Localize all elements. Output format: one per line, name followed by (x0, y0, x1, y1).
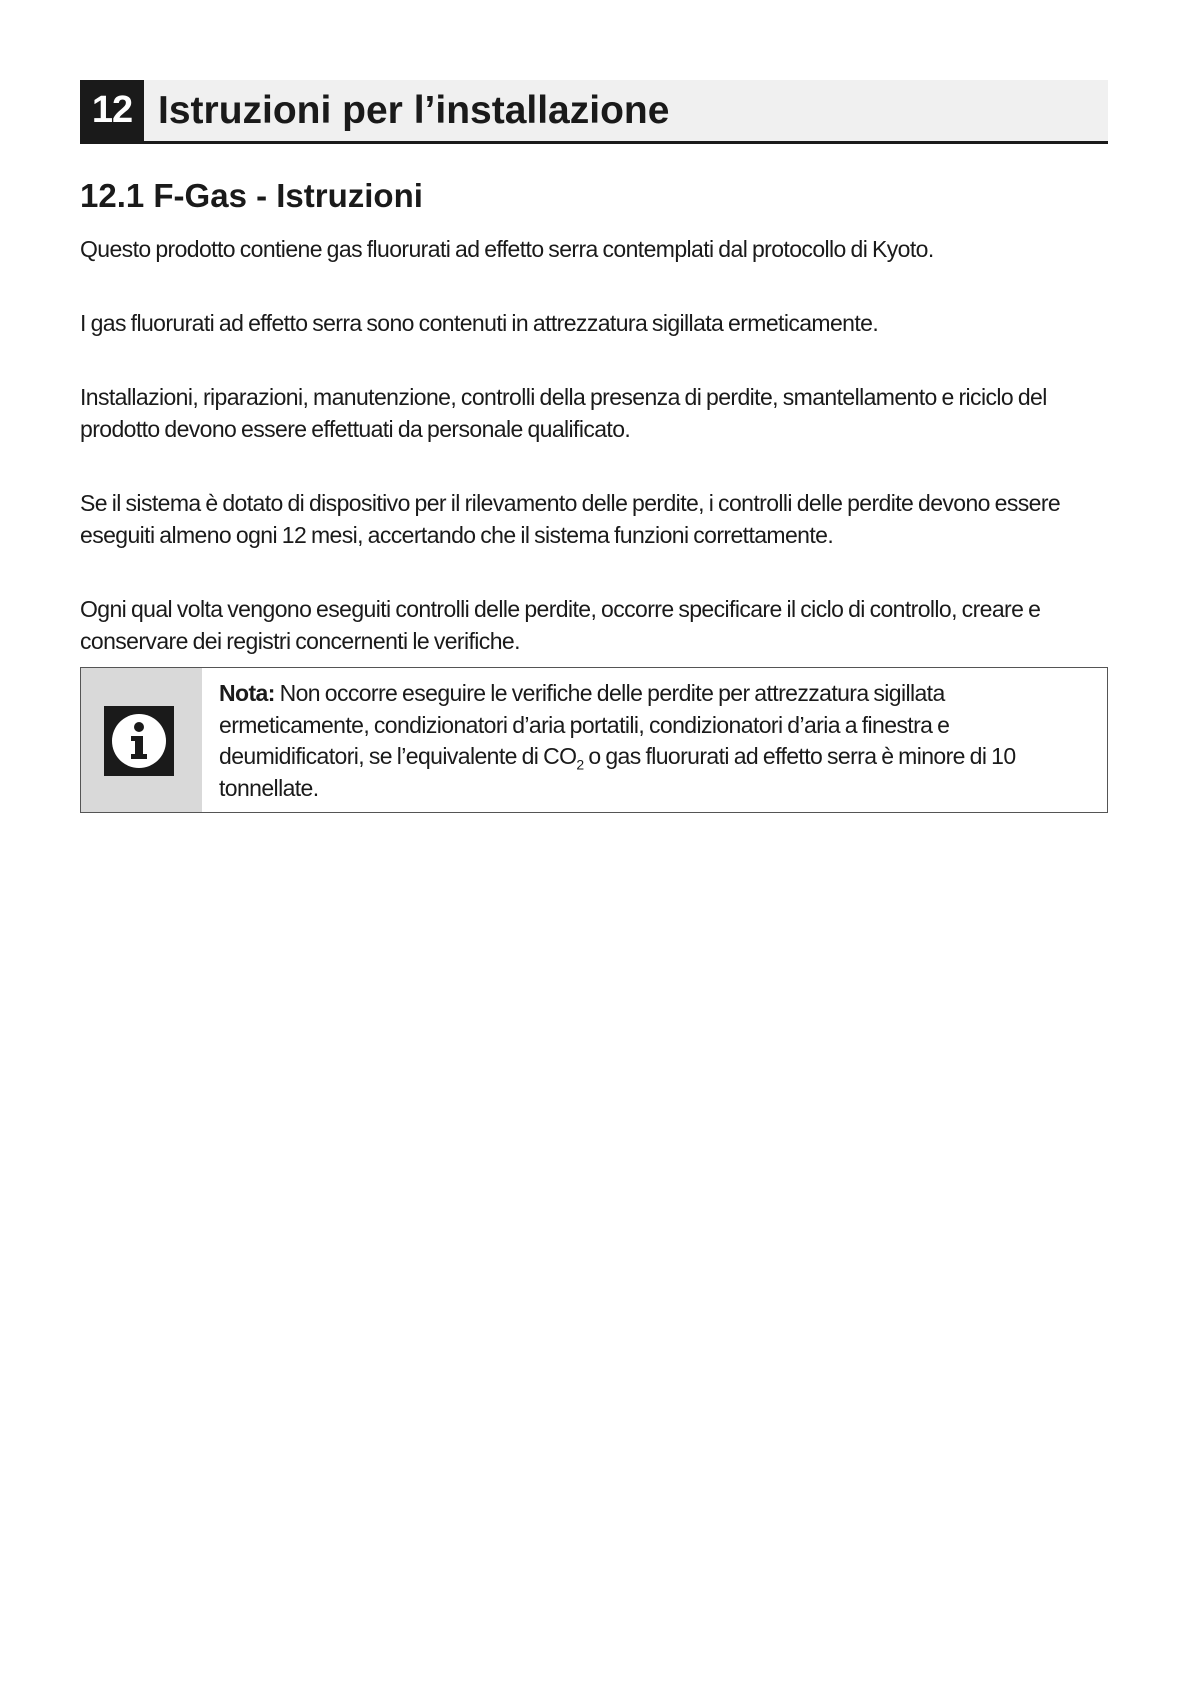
note-box (80, 667, 1108, 813)
note-sidebar (81, 668, 202, 812)
paragraph-leak-detection: Se il sistema è dotato di dispositivo per il rilevamento delle perdite, i controlli delle perdite devono essere eseguiti almeno ogni 12 mesi, accertando che il sistema funzioni correttamente. (80, 490, 1061, 548)
paragraph-qualified-personnel: Installazioni, riparazioni, manutenzione, controlli della presenza di perdite, smantellamento e riciclo del prodotto devono essere effettuati da personale qualificato. (80, 384, 1047, 442)
note-body-start: Non occorre eseguire le verifiche delle perdite per attrezzatura sigillata ermeticamente, condizionatori d’aria portatili, condizionatori d’aria a finestra e deumidificatori, se l’equivalente di CO (219, 680, 950, 769)
note-text (219, 678, 1079, 804)
chapter-title: Istruzioni per l’installazione (158, 89, 670, 132)
section-title: 12.1 F-Gas - Istruzioni (80, 177, 423, 214)
chapter-header (80, 80, 1108, 144)
note-body-end: o gas fluorurati ad effetto serra è minore di 10 tonnellate. (219, 743, 1016, 801)
paragraph-sealed-equipment: I gas fluorurati ad effetto serra sono contenuti in attrezzatura sigillata ermeticamente. (80, 310, 879, 336)
paragraph-leak-records: Ogni qual volta vengono eseguiti controlli delle perdite, occorre specificare il ciclo di controllo, creare e conservare dei registri concernenti le verifiche. (80, 596, 1041, 654)
paragraph-kyoto: Questo prodotto contiene gas fluorurati ad effetto serra contemplati dal protocollo di Kyoto. (80, 236, 934, 262)
info-icon (104, 706, 174, 776)
chapter-number: 12 (80, 80, 144, 141)
co2-subscript: 2 (576, 756, 584, 773)
note-label: Nota: (219, 680, 275, 706)
